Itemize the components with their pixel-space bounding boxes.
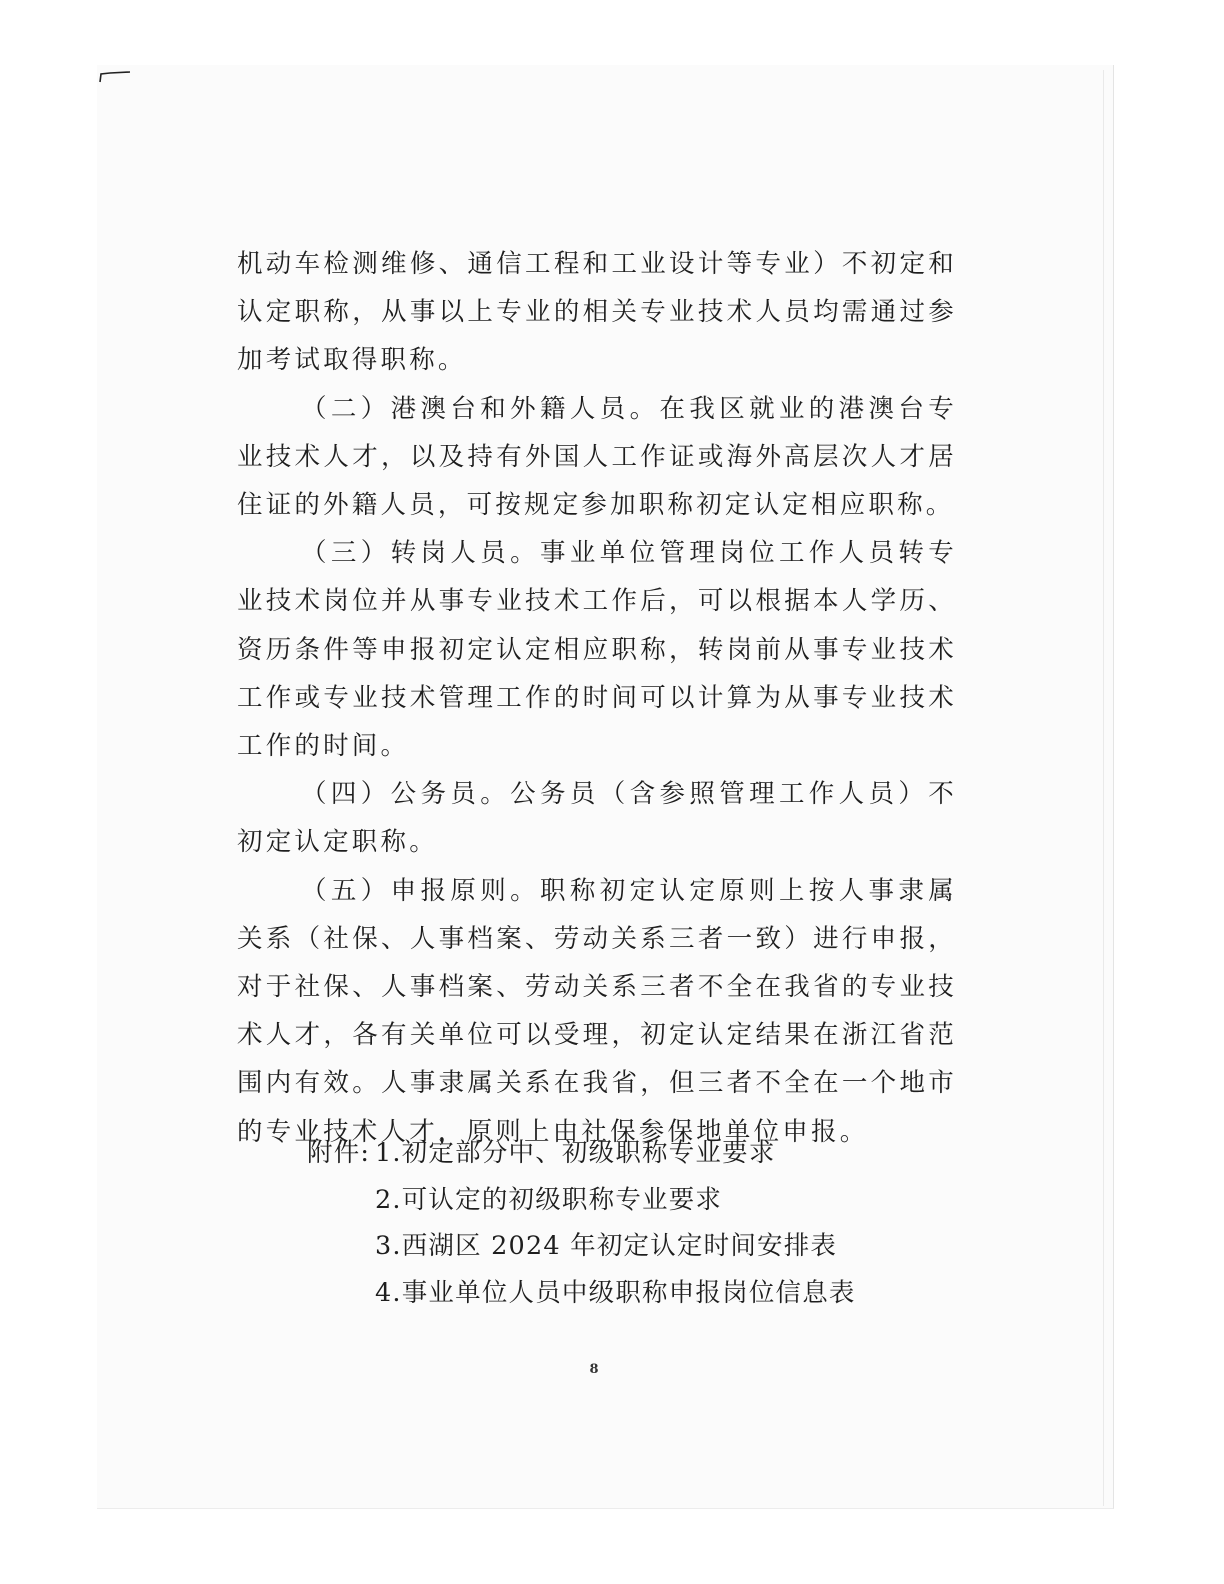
paragraph-application-principle: （五）申报原则。职称初定认定原则上按人事隶属关系（社保、人事档案、劳动关系三者一致）进行申报，对于社保、人事档案、劳动关系三者不全在我省的专业技术人才，各有关单位可以受理，初定认定结果在浙江省范围内有效。人事隶属关系在我省，但三者不全在一个地市的专业技术人才，原则上由社保参保地单位申报。 — [237, 875, 957, 1147]
scan-corner-mark — [98, 70, 132, 84]
paragraph-civil-servants: （四）公务员。公务员（含参照管理工作人员）不初定认定职称。 — [237, 779, 957, 858]
attachment-row — [307, 1270, 947, 1317]
attachments-list — [307, 1130, 947, 1316]
attachment-item: 3.西湖区 2024 年初定认定时间安排表 — [375, 1231, 838, 1261]
document-body — [237, 240, 957, 1156]
paragraph-transferred-personnel: （三）转岗人员。事业单位管理岗位工作人员转专业技术岗位并从事专业技术工作后，可以根据本人学历、资历条件等申报初定认定相应职称，转岗前从事专业技术工作或专业技术管理工作的时间可以计算为从事专业技术工作的时间。 — [237, 538, 957, 762]
attachment-row — [307, 1177, 947, 1224]
attachment-item: 1.初定部分中、初级职称专业要求 — [375, 1138, 776, 1168]
paragraph-hmt-foreign-personnel: （二）港澳台和外籍人员。在我区就业的港澳台专业技术人才，以及持有外国人工作证或海外高层次人才居住证的外籍人员，可按规定参加职称初定认定相应职称。 — [237, 393, 957, 521]
attachment-row — [307, 1223, 947, 1270]
page-number: 8 — [589, 1362, 599, 1377]
attachment-item: 2.可认定的初级职称专业要求 — [375, 1184, 723, 1215]
attachment-item: 4.事业单位人员中级职称申报岗位信息表 — [375, 1277, 856, 1308]
attachment-row — [307, 1130, 947, 1177]
attachments-label: 附件: — [307, 1138, 371, 1168]
paper-edge — [1103, 70, 1104, 1506]
paragraph-continued: 机动车检测维修、通信工程和工业设计等专业）不初定和认定职称，从事以上专业的相关专业技术人员均需通过参加考试取得职称。 — [237, 249, 957, 376]
